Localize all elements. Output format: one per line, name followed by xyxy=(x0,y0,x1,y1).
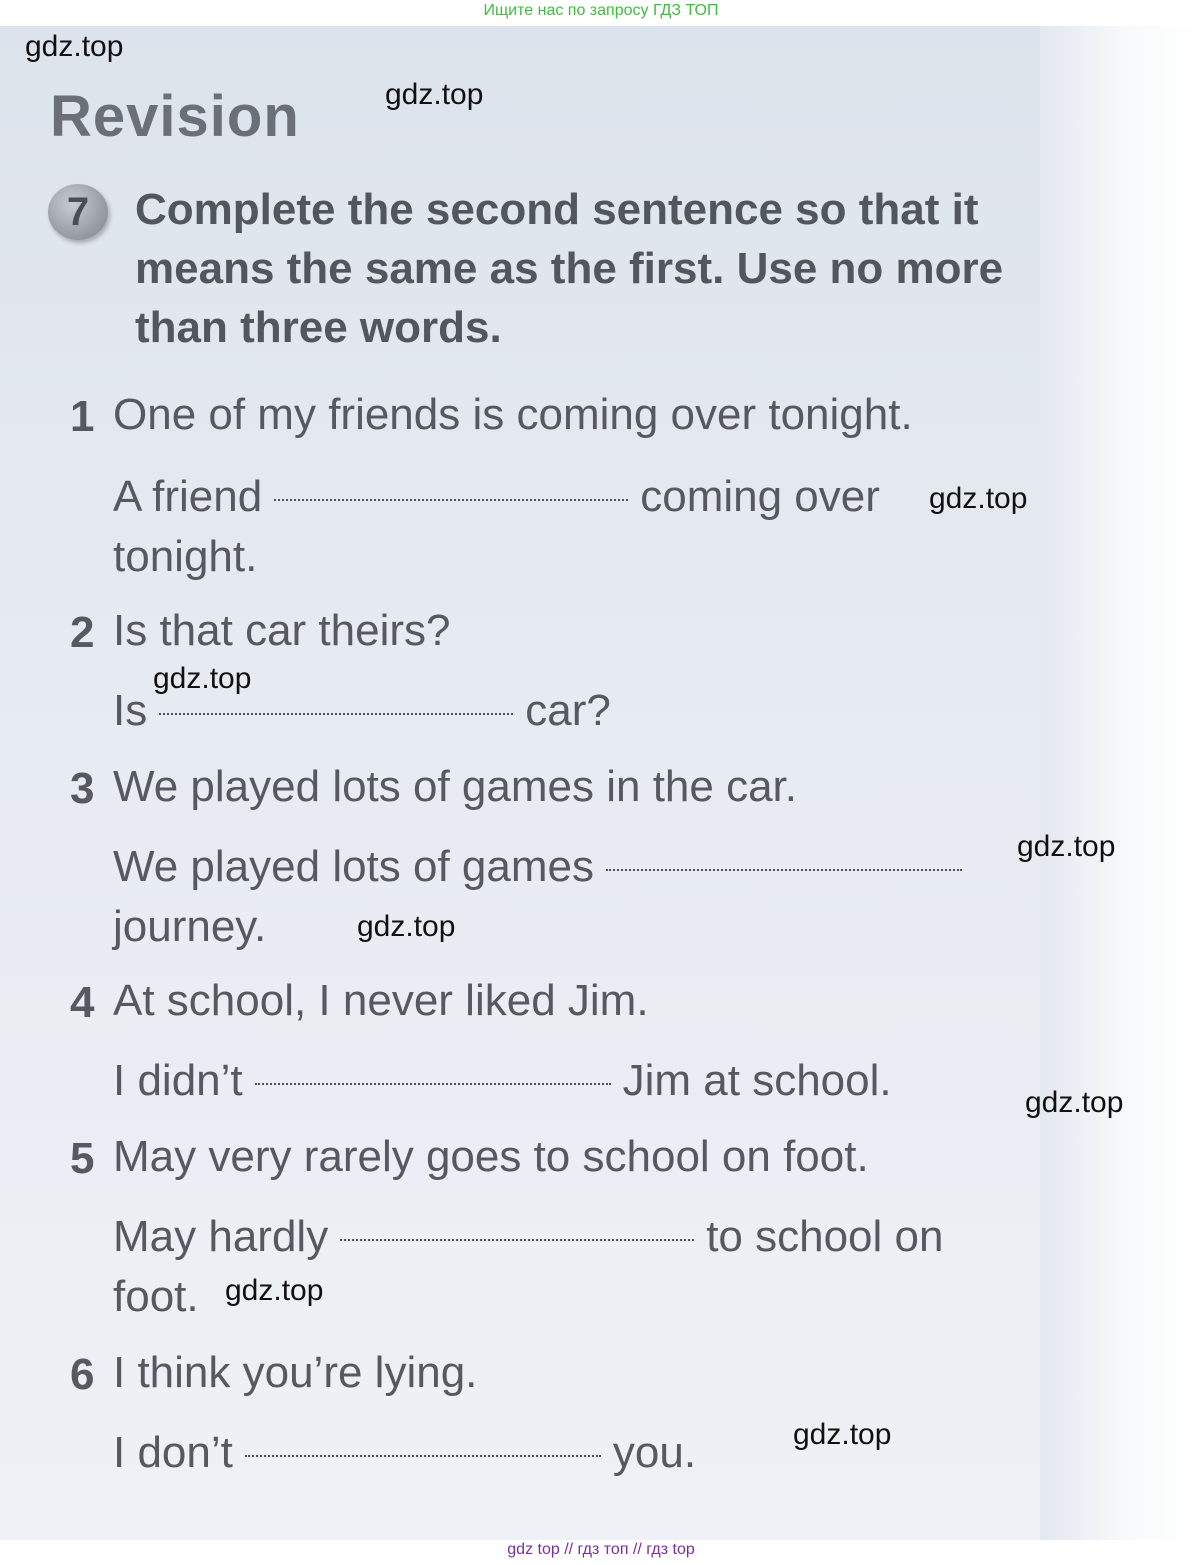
item-1-sentence: One of my friends is coming over tonight. xyxy=(113,390,913,439)
top-banner: Ищите нас по запросу ГДЗ ТОП xyxy=(483,2,719,19)
item-6-after-gap: you. xyxy=(612,1428,697,1477)
item-3-before-gap: We played lots of games xyxy=(113,842,594,891)
exercise-instruction: Complete the second sentence so that it means the same as the first. Use no more than three words. xyxy=(135,185,1004,352)
section-title: Revision xyxy=(50,84,300,149)
item-4-after-gap: Jim at school. xyxy=(622,1056,892,1105)
item-1-answer-line xyxy=(113,472,880,522)
item-2-number: 2 xyxy=(70,608,95,657)
watermark: gdz.top xyxy=(385,78,484,111)
item-3-continuation: journey. xyxy=(113,902,267,951)
item-3-answer-line xyxy=(113,842,974,892)
item-3-number: 3 xyxy=(70,764,95,813)
item-2-before-gap: Is xyxy=(113,686,148,735)
item-5-after-gap: to school on xyxy=(706,1212,944,1261)
item-1-before-gap: A friend xyxy=(113,472,263,521)
watermark: gdz.top xyxy=(1017,830,1116,863)
item-4-answer-line xyxy=(113,1056,892,1106)
item-3-answer-gap[interactable] xyxy=(606,867,962,871)
watermark: gdz.top xyxy=(25,30,124,63)
item-2-answer-gap[interactable] xyxy=(159,711,513,715)
item-5-answer-gap[interactable] xyxy=(340,1237,694,1241)
item-1-continuation: tonight. xyxy=(113,532,258,581)
item-5-before-gap: May hardly xyxy=(113,1212,329,1261)
watermark: gdz.top xyxy=(225,1274,324,1307)
watermark: gdz.top xyxy=(153,662,252,695)
item-3-sentence: We played lots of games in the car. xyxy=(113,762,797,811)
watermark: gdz.top xyxy=(1025,1086,1124,1119)
item-5-sentence: May very rarely goes to school on foot. xyxy=(113,1132,869,1181)
item-4-sentence: At school, I never liked Jim. xyxy=(113,976,649,1025)
item-5-number: 5 xyxy=(70,1134,95,1183)
watermark: gdz.top xyxy=(929,482,1028,515)
item-6-before-gap: I don’t xyxy=(113,1428,233,1477)
item-6-sentence: I think you’re lying. xyxy=(113,1348,478,1397)
item-2-after-gap: car? xyxy=(525,686,611,735)
item-1-number: 1 xyxy=(70,392,95,441)
item-4-before-gap: I didn’t xyxy=(113,1056,243,1105)
item-2-sentence: Is that car theirs? xyxy=(113,606,451,655)
bottom-banner: gdz top // гдз топ // гдз top xyxy=(507,1541,695,1558)
item-6-answer-gap[interactable] xyxy=(245,1453,601,1457)
item-4-answer-gap[interactable] xyxy=(255,1081,611,1085)
item-1-answer-gap[interactable] xyxy=(274,497,628,501)
item-4-number: 4 xyxy=(70,978,95,1027)
watermark: gdz.top xyxy=(357,910,456,943)
item-5-continuation: foot. xyxy=(113,1272,199,1321)
item-6-answer-line xyxy=(113,1428,696,1478)
item-1-after-gap: coming over xyxy=(640,472,880,521)
watermark: gdz.top xyxy=(793,1418,892,1451)
item-6-number: 6 xyxy=(70,1350,95,1399)
item-5-answer-line xyxy=(113,1212,943,1262)
exercise-number-badge: 7 xyxy=(48,184,108,240)
